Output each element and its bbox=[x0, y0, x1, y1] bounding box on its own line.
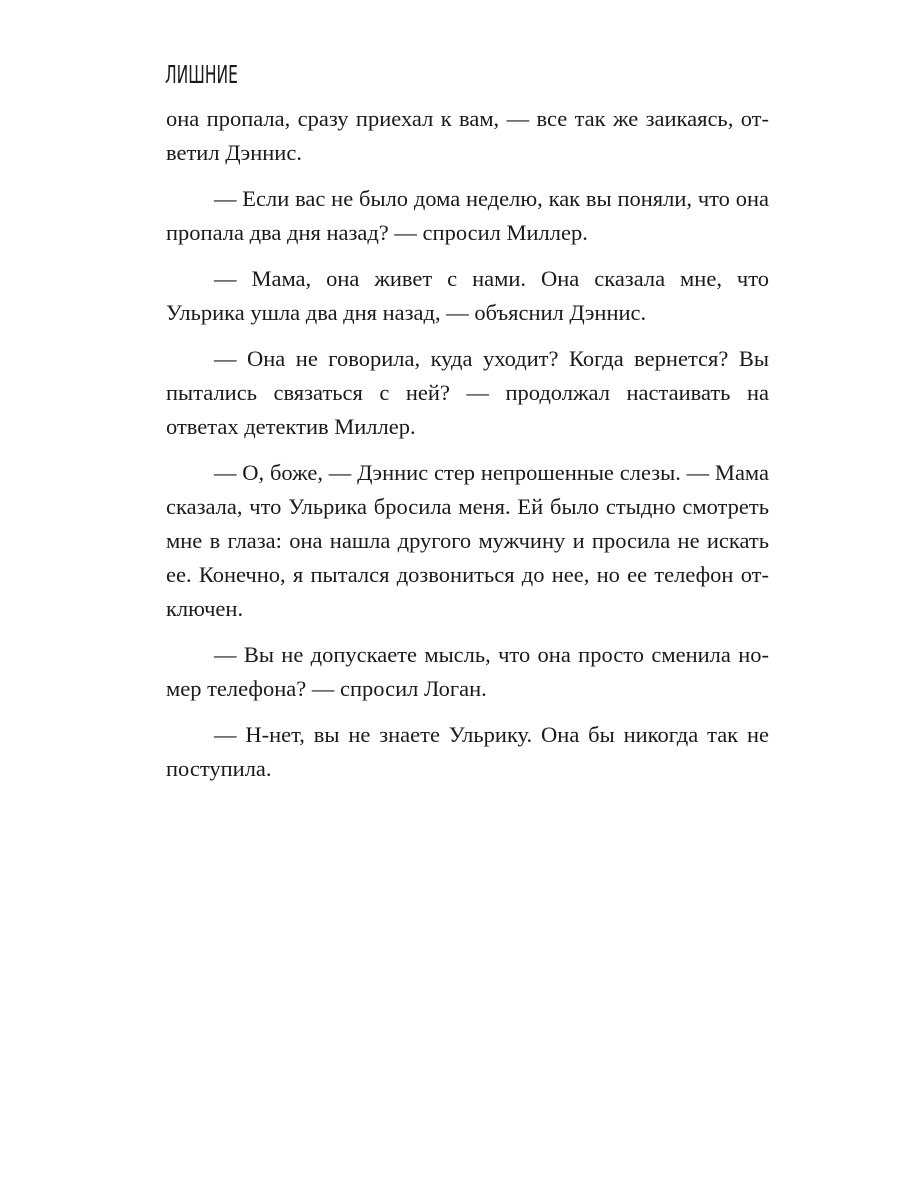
paragraph-dialogue: — Вы не допускаете мысль, что она просто сменила номер телефона? — спросил Логан. bbox=[166, 642, 769, 701]
paragraph-dialogue: — Если вас не было дома неделю, как вы поняли, что она пропала два дня назад? — спросил Миллер. bbox=[166, 186, 769, 245]
body-text bbox=[166, 102, 769, 798]
paragraph-dialogue: — Она не говорила, куда уходит? Когда вернется? Вы пытались связаться с ней? — продолжал настаивать на ответах детектив Миллер. bbox=[166, 346, 769, 439]
running-head-title: ЛИШНИЕ bbox=[165, 60, 238, 89]
paragraph-continuation: она пропала, сразу приехал к вам, — все так же заикаясь, ответил Дэннис. bbox=[166, 106, 769, 165]
paragraph-dialogue: — Н-нет, вы не знаете Ульрику. Она бы никогда так не поступила. bbox=[166, 722, 769, 781]
paragraph-dialogue: — Мама, она живет с нами. Она сказала мне, что Ульрика ушла два дня назад, — объяснил Дэннис. bbox=[166, 266, 769, 325]
paragraph-dialogue: — О, боже, — Дэннис стер непрошенные слезы. — Мама сказала, что Ульрика бросила меня. Ей было стыдно смотреть мне в глаза: она нашла другого мужчину и просила не искать ее. Конечно, я пытался дозвониться до нее, но ее телефон отключен. bbox=[166, 460, 769, 621]
